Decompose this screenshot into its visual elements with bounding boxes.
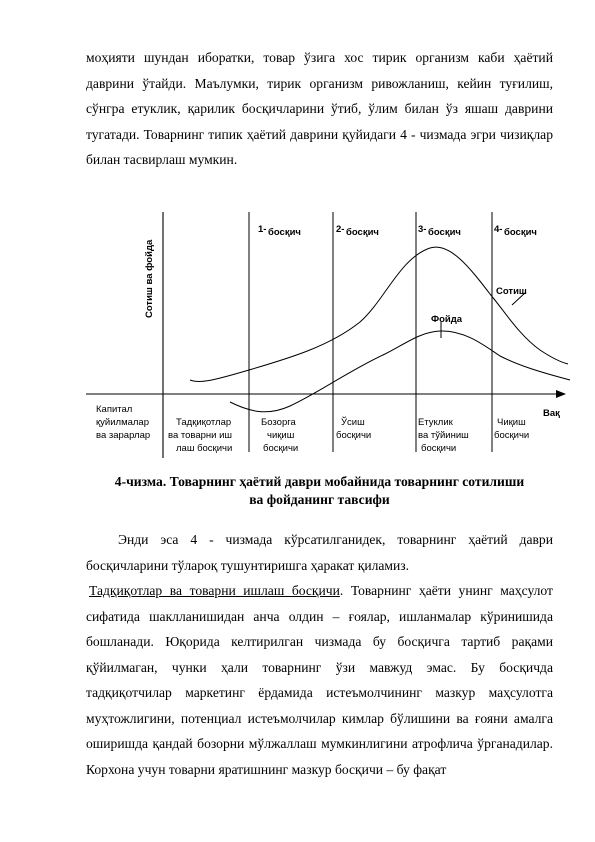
label-line: ва зарарлар	[96, 430, 151, 441]
label-research	[168, 417, 232, 454]
label-line: босқичи	[421, 443, 457, 454]
stage-word: босқич	[268, 227, 301, 238]
label-market	[261, 417, 298, 454]
stage-header-4	[494, 224, 537, 238]
label-line: Тадқиқотлар	[176, 417, 232, 428]
stage-description: . Товарнинг ҳаёти унинг маҳсулот сифатида шаклланишидан анча олдин – ғоялар, ишланмалар кўринишида бошланади. Юқорида келтирилган чизмада бу босқичга тартиб рақами қўйилмаган, чунки ҳали товарнинг ўзи мавжуд эмас. Бу босқичда тадқиқотчилар маркетинг ёрдамида истеъмолчининг мазкур маҳсулотга муҳтожлигини, потенциал истеъмолчилар кимлар бўлишини ва ғояни амалга оширишда қандай бозорни мўлжаллаш мумкинлигини атрофлича ўрганадилар. Корхона учун товарни яратишнинг мазкур босқичи – бу фақат	[86, 583, 553, 777]
profit-curve	[230, 331, 570, 412]
label-line: Етуклик	[418, 417, 453, 428]
label-maturity	[418, 417, 469, 454]
stage-number: 3-	[418, 224, 427, 235]
stage-number: 4-	[494, 224, 503, 235]
stage-word: босқич	[346, 227, 379, 238]
label-line: Чиқиш	[497, 417, 526, 428]
profit-label: Фойда	[431, 314, 463, 325]
figure-caption	[86, 473, 553, 509]
label-line: босқичи	[263, 443, 299, 454]
label-line: лаш босқичи	[176, 443, 233, 454]
paragraph-research-stage	[86, 578, 553, 782]
label-capital	[96, 404, 150, 441]
stage-header-3	[418, 224, 461, 238]
stage-word: босқич	[504, 227, 537, 238]
label-line: Капитал	[96, 404, 133, 415]
stage-number: 2-	[336, 224, 345, 235]
label-line: қуйилмалар	[96, 417, 149, 428]
sales-label: Сотиш	[496, 286, 527, 297]
label-line: Бозорга	[261, 417, 296, 428]
label-line: босқичи	[494, 430, 530, 441]
caption-line-2: ва фойданинг тавсифи	[249, 492, 390, 507]
label-line: ва товарни иш	[168, 430, 233, 441]
label-line: босқичи	[336, 430, 372, 441]
paragraph-explanation: Энди эса 4 - чизмада кўрсатилганидек, товарнинг ҳаётий даври босқичларини тўлароқ тушунтиришга ҳаракат қиламиз.	[86, 532, 553, 573]
y-axis-label: Сотиш ва фойда	[144, 239, 155, 318]
label-line: чиқиш	[267, 430, 295, 441]
label-growth	[336, 416, 371, 441]
x-axis-label: Вақ	[543, 408, 560, 419]
stage-term: Тадқиқотлар ва товарни ишлаш босқичи	[89, 583, 340, 598]
stage-header-2	[336, 224, 379, 238]
stage-number: 1-	[258, 224, 267, 235]
paragraph-intro: моҳияти шундан иборатки, товар ўзига хос тирик организм каби ҳаётий даврини ўтайди. Маълумки, тирик организм ривожланиш, кейин туғилиш, сўнгра етуклик, қарилик босқичларини ўтиб, ўлим билан ўз яшаш даврини тугатади. Товарнинг типик ҳаётий даврини қуйидаги 4 - чизмада эгри чизиқлар билан тасвирлаш мумкин.	[86, 50, 553, 167]
caption-line-1: 4-чизма. Товарнинг ҳаётий даври мобайнида товарнинг сотилиши	[114, 474, 525, 489]
x-axis-arrow	[556, 390, 566, 398]
stage-header-1	[258, 224, 301, 238]
stage-word: босқич	[428, 227, 461, 238]
label-line: ва тўйиниш	[418, 430, 469, 441]
label-line: Ўсиш	[341, 417, 365, 428]
label-decline	[494, 417, 529, 441]
